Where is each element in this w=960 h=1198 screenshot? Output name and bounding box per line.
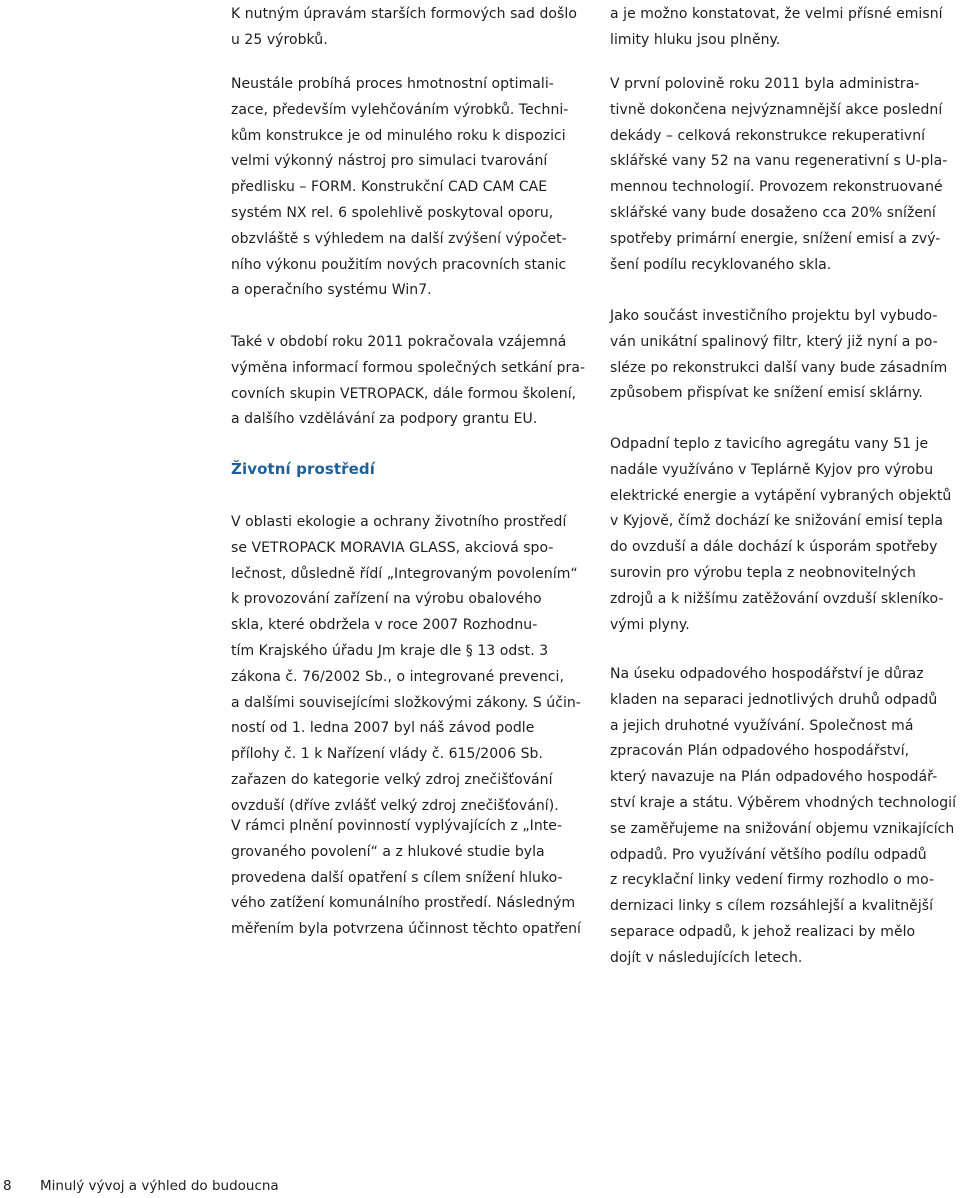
paragraph-ekologie (231, 510, 581, 820)
text-line: dojít v následujících letech. (610, 949, 803, 966)
text-line: v Kyjově, čímž dochází ke snižování emisí tepla (610, 513, 944, 530)
text-line: kladen na separaci jednotlivých druhů odpadů (610, 691, 938, 708)
text-line: provedena další opatření s cílem snížení hluko- (231, 869, 563, 886)
text-line: separace odpadů, k jehož realizaci by mělo (610, 923, 916, 940)
paragraph-odpadove-hospodarstvi (610, 662, 956, 972)
text-line: velmi výkonný nástroj pro simulaci tvarování (231, 153, 548, 170)
text-line: dernizaci linky s cílem rozsáhlejší a kvalitnější (610, 898, 934, 915)
text-line: k provozování zařízení na výrobu obalového (231, 591, 542, 608)
text-line: se zaměřujeme na snižování objemu vznikajících (610, 820, 955, 837)
text-line: a jejich druhotné využívání. Společnost má (610, 717, 914, 734)
footer-title: Minulý vývoj a výhled do budoucna (40, 1178, 279, 1194)
paragraph-formove-sady (231, 2, 577, 54)
text-line: a je možno konstatovat, že velmi přísné emisní (610, 6, 943, 22)
text-line: šení podílu recyklovaného skla. (610, 256, 832, 273)
text-line: a operačního systému Win7. (231, 282, 432, 299)
text-line: covních skupin VETROPACK, dále formou školení, (231, 385, 577, 402)
paragraph-vymena-informaci (231, 330, 585, 433)
text-line: ván unikátní spalinový filtr, který již nyní a po- (610, 333, 938, 350)
text-line: vého zatížení komunálního prostředí. Následným (231, 895, 576, 912)
text-line: sklářské vany 52 na vanu regenerativní s U-pla- (610, 153, 948, 170)
text-line: Jako součást investičního projektu byl vybudo- (610, 308, 938, 324)
text-line: odpadů. Pro využívání většího podílu odpadů (610, 846, 927, 863)
text-line: sklářské vany bude dosaženo cca 20% snížení (610, 204, 936, 221)
paragraph-spalinovy-filtr (610, 304, 947, 407)
text-line: kům konstrukce je od minulého roku k dispozici (231, 127, 566, 144)
text-line: Odpadní teplo z tavicího agregátu vany 51 je (610, 436, 929, 452)
text-line: ního výkonu použitím nových pracovních stanic (231, 256, 567, 273)
text-line: V rámci plnění povinností vyplývajících z „Inte- (231, 818, 563, 834)
text-line: nadále využíváno v Teplárně Kyjov pro výrobu (610, 461, 934, 478)
text-line: který navazuje na Plán odpadového hospodář- (610, 769, 938, 786)
text-line: V první polovině roku 2011 byla administra- (610, 76, 920, 92)
paragraph-hlukova-studie (231, 814, 581, 943)
text-line: elektrické energie a vytápění vybraných objektů (610, 487, 952, 504)
text-line: zařazen do kategorie velký zdroj znečišťování (231, 771, 553, 788)
text-line: obzvláště s výhledem na další zvýšení výpočet- (231, 230, 567, 247)
text-line: limity hluku jsou plněny. (610, 31, 781, 48)
text-line: zdrojů a k nižšímu zatěžování ovzduší skleníko- (610, 590, 944, 607)
text-line: přílohy č. 1 k Nařízení vlády č. 615/2006 Sb. (231, 746, 543, 763)
text-line: a dalšího vzdělávání za podpory grantu EU. (231, 411, 538, 428)
text-line: ností od 1. ledna 2007 byl náš závod podle (231, 720, 535, 737)
paragraph-optimalizace (231, 72, 568, 304)
text-line: dekády – celková rekonstrukce rekuperativní (610, 127, 926, 144)
text-line: měřením byla potvrzena účinnost těchto opatření (231, 921, 581, 938)
paragraph-limity-hluku (610, 2, 943, 54)
text-line: V oblasti ekologie a ochrany životního prostředí (231, 514, 567, 530)
text-line: Na úseku odpadového hospodářství je důraz (610, 666, 924, 682)
text-line: vými plyny. (610, 616, 690, 633)
text-line: předlisku – FORM. Konstrukční CAD CAM CAE (231, 179, 548, 196)
text-line: surovin pro výrobu tepla z neobnovitelných (610, 564, 916, 581)
text-line: se VETROPACK MORAVIA GLASS, akciová spo- (231, 539, 554, 556)
text-line: tím Krajského úřadu Jm kraje dle § 13 odst. 3 (231, 642, 549, 659)
text-line: u 25 výrobků. (231, 31, 328, 48)
text-line: spotřeby primární energie, snížení emisí a zvý- (610, 230, 941, 247)
text-line: a dalšími souvisejícími složkovými zákony. S účin- (231, 694, 581, 711)
paragraph-odpadni-teplo (610, 432, 951, 638)
text-line: Také v období roku 2011 pokračovala vzájemná (231, 334, 567, 350)
text-line: zákona č. 76/2002 Sb., o integrované prevenci, (231, 668, 564, 685)
section-heading: Životní prostředí (231, 460, 376, 478)
paragraph-rekonstrukce-vany (610, 72, 947, 278)
text-line: K nutným úpravám starších formových sad došlo (231, 6, 577, 22)
text-line: ství kraje a státu. Výběrem vhodných technologií (610, 794, 957, 811)
text-line: tivně dokončena nejvýznamnější akce poslední (610, 101, 943, 118)
text-line: systém NX rel. 6 spolehlivě poskytoval oporu, (231, 204, 554, 221)
text-line: způsobem přispívat ke snížení emisí sklárny. (610, 385, 923, 402)
text-line: sléze po rekonstrukci další vany bude zásadním (610, 359, 948, 376)
text-line: ovzduší (dříve zvlášť velký zdroj znečišťování). (231, 797, 559, 814)
text-line: do ovzduší a dále dochází k úsporám spotřeby (610, 539, 938, 556)
text-line: lečnost, důsledně řídí „Integrovaným povolením“ (231, 565, 578, 582)
text-line: zace, především vylehčováním výrobků. Techni- (231, 101, 569, 118)
text-line: Neustále probíhá proces hmotnostní optimali- (231, 76, 554, 92)
page-number: 8 (3, 1178, 12, 1194)
text-line: grovaného povolení“ a z hlukové studie byla (231, 843, 545, 860)
text-line: výměna informací formou společných setkání pra- (231, 359, 586, 376)
text-line: zpracován Plán odpadového hospodářství, (610, 743, 910, 760)
text-line: skla, které obdržela v roce 2007 Rozhodnu- (231, 617, 538, 634)
text-line: z recyklační linky vedení firmy rozhodlo o mo- (610, 872, 935, 889)
text-line: mennou technologií. Provozem rekonstruované (610, 179, 943, 196)
